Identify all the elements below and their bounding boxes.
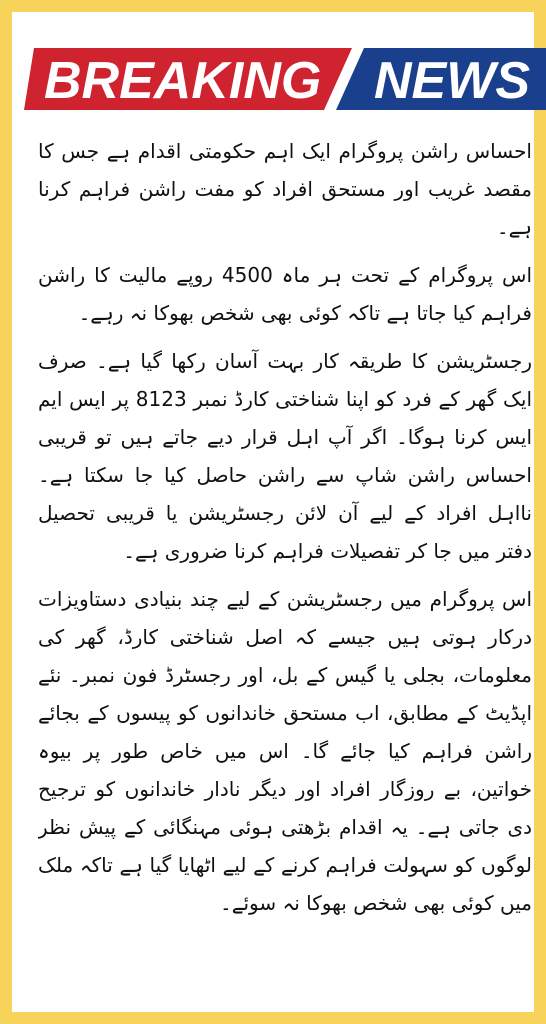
article-body (38, 132, 532, 1022)
article-paragraph-1: احساس راشن پروگرام ایک اہم حکومتی اقدام ہے جس کا مقصد غریب اور مستحق افراد کو مفت راشن فراہم کرنا ہے۔ (38, 139, 532, 239)
breaking-news-banner (24, 48, 546, 110)
article-paragraph-4: اس پروگرام میں رجسٹریشن کے لیے چند بنیادی دستاویزات درکار ہوتی ہیں جیسے کہ اصل شناختی کارڈ، گھر کی معلومات، بجلی یا گیس کے بل، اور رجسٹرڈ فون نمبر۔ نئے اپڈیٹ کے مطابق، اب مستحق خاندانوں کو پیسوں کے بجائے راشن فراہم کیا جائے گا۔ اس میں خاص طور پر بیوہ خواتین، بے روزگار افراد اور دیگر نادار خاندانوں کو ترجیح دی جاتی ہے۔ یہ اقدام بڑھتی ہوئی مہنگائی کے پیش نظر لوگوں کو سہولت فراہم کرنے کے لیے اٹھایا گیا ہے تاکہ ملک میں کوئی بھی شخص بھوکا نہ سوئے۔ (38, 587, 532, 915)
article-paragraph-3: رجسٹریشن کا طریقہ کار بہت آسان رکھا گیا ہے۔ صرف ایک گھر کے فرد کو اپنا شناختی کارڈ نمبر 8123 پر ایس ایم ایس کرنا ہوگا۔ اگر آپ اہل قرار دیے جاتے ہیں تو قریبی احساس راشن شاپ سے راشن حاصل کیا جا سکتا ہے۔ نااہل افراد کے لیے آن لائن رجسٹریشن یا قریبی تحصیل دفتر میں جا کر تفصیلات فراہم کرنا ضروری ہے۔ (38, 349, 532, 563)
banner-graphic (24, 48, 546, 110)
banner-word-breaking: BREAKING (44, 52, 322, 110)
banner-word-news: NEWS (374, 52, 530, 110)
article-paragraph-2: اس پروگرام کے تحت ہر ماہ 4500 روپے مالیت کا راشن فراہم کیا جاتا ہے تاکہ کوئی بھی شخص بھوکا نہ رہے۔ (38, 263, 532, 325)
